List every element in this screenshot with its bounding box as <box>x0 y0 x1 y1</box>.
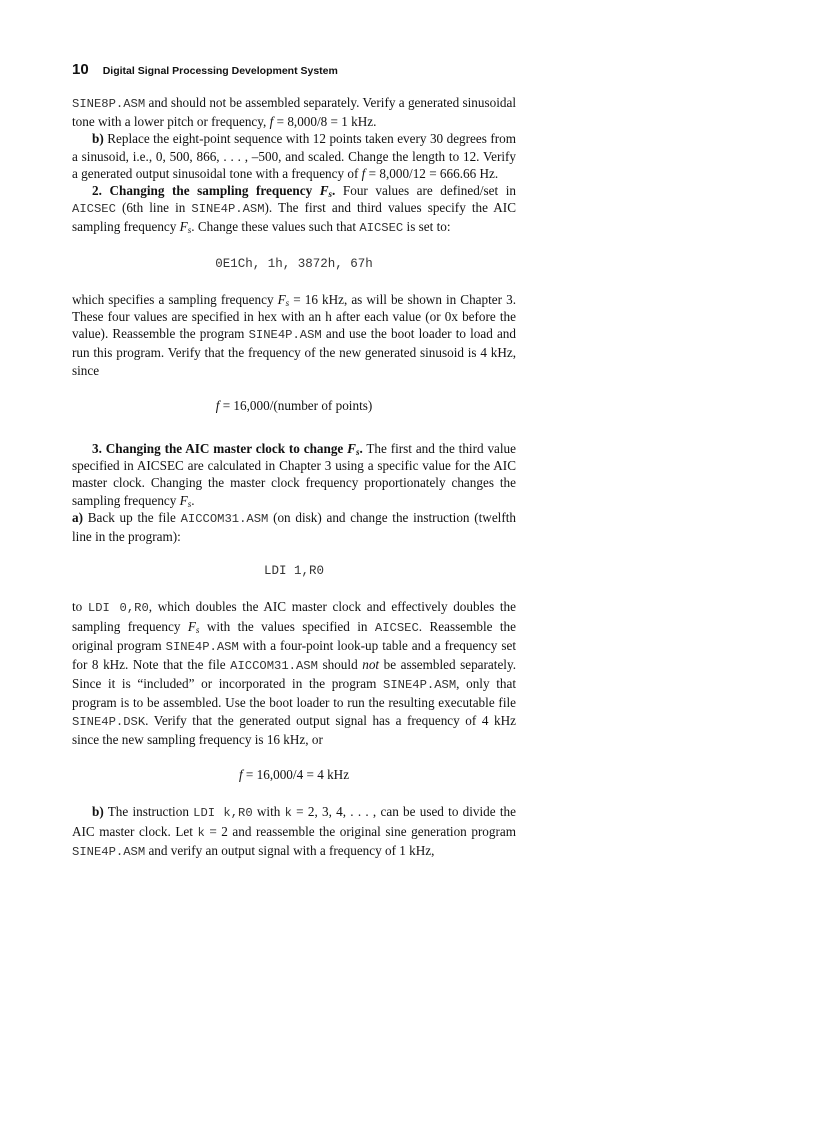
heading-period: . <box>359 441 363 457</box>
paragraph-sampling-16khz <box>72 291 516 379</box>
math-var: f <box>269 114 274 130</box>
paragraph-sampling-frequency <box>72 182 516 238</box>
display-aicsec-values: 0E1Ch, 1h, 3872h, 67h <box>215 256 373 271</box>
heading-period: . <box>332 183 336 199</box>
code-filename: AICCOM31.ASM <box>230 659 318 674</box>
text: , only that program is to be assembled. Use the boot loader to run the resulting executable file <box>72 676 516 711</box>
math-subscript: s <box>355 447 360 458</box>
text: and use the boot loader to load and run this program. Verify that the frequency of the new generated sinusoid is 4 kHz, since <box>72 326 516 378</box>
page-body <box>72 94 516 861</box>
code-variable: k <box>197 825 205 840</box>
text: should <box>317 657 363 673</box>
math-var: F <box>319 183 329 199</box>
text: = 8,000/12 = 666.66 Hz. <box>365 165 499 181</box>
text: . <box>191 492 195 508</box>
math-var: F <box>179 492 188 508</box>
emphasis: not <box>362 657 380 673</box>
text: . Reassemble the original program <box>72 618 516 653</box>
math-subscript: s <box>187 498 192 509</box>
math-var: f <box>215 397 220 413</box>
text: . Verify that the generated output signal has a frequency of 4 kHz since the new sampling frequency is 16 kHz, or <box>72 712 516 747</box>
math-var: f <box>361 165 366 181</box>
text: , which doubles the AIC master clock and effectively doubles the sampling frequency <box>72 599 516 634</box>
text: = 2 and reassemble the original sine generation program <box>204 823 516 839</box>
text: The first and the third value specified in AICSEC are calculated in Chapter 3 using a specific value for the AIC master clock. Changing the master clock frequency proportionately changes the sampling frequency <box>72 441 516 508</box>
code-filename: SINE4P.ASM <box>165 639 239 654</box>
section-heading: 2. Changing the sampling frequency <box>92 183 320 199</box>
text: (on disk) and change the instruction (twelfth line in the program): <box>72 509 516 545</box>
code-filename: SINE4P.DSK <box>72 714 146 729</box>
text: Four values are defined/set in <box>335 183 516 199</box>
text: Replace the eight-point sequence with 12 points taken every 30 degrees from a sinusoid, i.e., 0, 500, 866, . . . , –500, and scaled. Change the length to 12. Verify a generated output sinusoidal tone with a frequency of <box>72 131 516 181</box>
paragraph-aic-master-clock <box>72 440 516 509</box>
code-symbol: AICSEC <box>359 221 404 236</box>
math-var: F <box>179 219 188 235</box>
page-number: 10 <box>72 61 89 78</box>
math-var: f <box>238 767 243 783</box>
text: with the values specified in <box>199 618 375 634</box>
code-filename: SINE4P.ASM <box>191 202 265 217</box>
text: ). The first and third values specify the AIC sampling frequency <box>72 200 516 235</box>
text: with a four-point look-up table and a frequency set for 8 kHz. Note that the file <box>72 637 516 673</box>
display-equation-points <box>72 397 516 414</box>
text: = 16 kHz, as will be shown in Chapter 3. These four values are specified in hex with an h after each value (or 0x before the value). Reassemble the program <box>72 291 516 342</box>
paragraph-b-divide-clock <box>72 803 516 861</box>
math-var: F <box>347 441 356 457</box>
code-filename: SINE4P.ASM <box>72 844 146 859</box>
code-symbol: AICSEC <box>72 202 116 217</box>
text: be assembled separately. Since it is “included” or incorporated in the program <box>72 657 516 692</box>
code-variable: k <box>284 806 292 821</box>
text: (6th line in <box>115 200 192 216</box>
paragraph-a-backup <box>72 509 516 545</box>
code-instruction: LDI k,R0 <box>193 806 253 821</box>
code-instruction: LDI 0,R0 <box>87 601 149 616</box>
text: which specifies a sampling frequency <box>72 291 278 307</box>
display-ldi-instruction: LDI 1,R0 <box>263 564 324 579</box>
item-label: a) <box>72 509 83 525</box>
code-filename: SINE4P.ASM <box>248 328 322 343</box>
code-filename: AICCOM31.ASM <box>180 511 269 526</box>
math-subscript: s <box>285 297 290 308</box>
paragraph-ldi-zero <box>72 598 516 748</box>
text: is set to: <box>403 219 451 235</box>
equation-text: = 16,000/4 = 4 kHz <box>242 767 350 783</box>
text: and verify an output signal with a frequency of 1 kHz, <box>145 842 435 858</box>
text: The instruction <box>103 804 194 820</box>
math-subscript: s <box>187 225 192 236</box>
paragraph-b-twelve-points <box>72 130 516 182</box>
text: and should not be assembled separately. Verify a generated sinusoidal tone with a lower pitch or frequency, <box>72 95 516 130</box>
section-heading: 3. Changing the AIC master clock to change <box>92 441 348 457</box>
code-filename: SINE8P.ASM <box>72 97 146 111</box>
text: = 8,000/8 = 1 kHz. <box>273 114 377 130</box>
text: with <box>252 804 285 820</box>
text: Back up the file <box>83 509 181 525</box>
running-header <box>72 61 338 79</box>
code-filename: SINE4P.ASM <box>383 678 457 693</box>
math-var: F <box>187 618 196 634</box>
math-subscript: s <box>328 189 333 200</box>
math-subscript: s <box>195 624 200 635</box>
text: to <box>72 599 88 615</box>
equation-text: = 16,000/(number of points) <box>219 397 373 413</box>
paragraph-continuation <box>72 94 516 130</box>
text: = 2, 3, 4, . . . , can be used to divide the AIC master clock. Let <box>72 804 516 839</box>
item-label: b) <box>92 131 104 147</box>
display-equation-4khz <box>72 766 516 783</box>
math-var: F <box>277 291 286 307</box>
item-label: b) <box>92 804 104 820</box>
running-title: Digital Signal Processing Development System <box>102 65 338 77</box>
code-symbol: AICSEC <box>374 620 419 635</box>
text: . Change these values such that <box>191 219 360 235</box>
